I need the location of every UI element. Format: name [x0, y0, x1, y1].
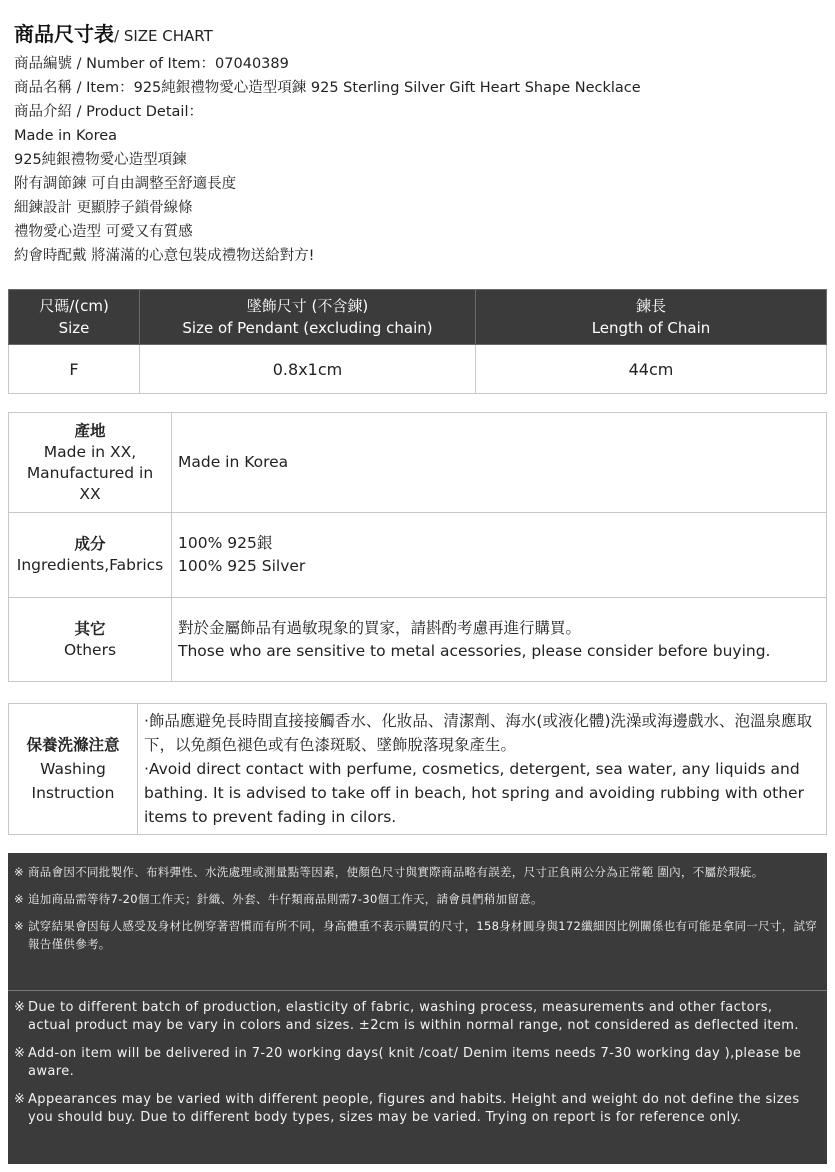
detail-line: 細鍊設計 更顯脖子鎖骨線條	[14, 200, 193, 216]
value-washing	[138, 704, 827, 835]
note-marker: ※	[14, 1046, 26, 1061]
washing-text-zh: ‧飾品應避免長時間直接接觸香水、化妝品、清潔劑、海水(或液化體)洗澡或海邊戲水、泡溫泉應取下，以免顏色褪色或有色漆斑駁、墜飾脫落現象產生。	[144, 712, 813, 754]
cell-chain: 44cm	[476, 345, 827, 394]
col-header-en: Size of Pendant (excluding chain)	[182, 319, 433, 337]
note-item	[14, 890, 819, 908]
note-item	[14, 863, 819, 881]
value-zh: 100% 925銀	[178, 534, 273, 552]
col-header-chain	[476, 290, 827, 345]
row-ingredients	[9, 513, 827, 598]
cell-size: F	[9, 345, 140, 394]
detail-line: Made in Korea	[14, 128, 118, 144]
value-ingredients	[172, 513, 827, 598]
table-row	[9, 345, 827, 394]
col-header-size	[9, 290, 140, 345]
value-others	[172, 598, 827, 682]
row-washing	[9, 704, 827, 835]
page-title	[14, 18, 213, 47]
value-zh: 對於金屬飾品有過敏現象的買家，請斟酌考慮再進行購買。	[178, 618, 582, 637]
note-text: 追加商品需等待7-20個工作天；針織、外套、牛仔類商品則需7-30個工作天，請會員們稍加留意。	[28, 892, 543, 906]
note-item	[14, 999, 819, 1035]
notes-box	[8, 853, 827, 1164]
cell-pendant: 0.8x1cm	[140, 345, 476, 394]
notes-zh	[14, 863, 819, 962]
label-zh: 保養洗滌注意	[26, 736, 120, 754]
note-marker: ※	[14, 1092, 26, 1107]
note-item	[14, 1091, 819, 1127]
detail-line: 925純銀禮物愛心造型項鍊	[14, 152, 187, 168]
label-en: Others	[63, 640, 117, 659]
label-ingredients	[9, 513, 172, 598]
title-en: / SIZE CHART	[114, 27, 213, 45]
label-others	[9, 598, 172, 682]
note-marker: ※	[14, 919, 24, 933]
note-text: 商品會因不同批製作、布料彈性、水洗處理或測量點等因素，使顏色尺寸與實際商品略有誤差，尺寸正負兩公分為正常範 圍內，不屬於瑕疵。	[28, 865, 764, 879]
label-zh: 成分	[74, 535, 106, 553]
label-origin	[9, 413, 172, 513]
col-header-zh: 鍊長	[635, 297, 666, 315]
size-table-header	[9, 290, 827, 345]
label-zh: 其它	[74, 619, 106, 638]
product-info	[14, 52, 641, 268]
col-header-en: Size	[58, 319, 90, 337]
note-item	[14, 1045, 819, 1081]
size-table	[8, 289, 827, 394]
note-text: 試穿結果會因每人感受及身材比例穿著習慣而有所不同，身高體重不表示購買的尺寸，158身材圓身與172纖細因比例關係也有可能是拿同一尺寸，試穿報告僅供參考。	[28, 919, 818, 951]
washing-text-en: ‧Avoid direct contact with perfume, cosmetics, detergent, sea water, any liquids and bathing. It is advised to take off in beach, hot spring and avoiding rubbing with other items to prevent fading in cilors.	[144, 760, 804, 826]
label-en: Washing Instruction	[31, 760, 115, 802]
notes-en	[14, 999, 819, 1137]
product-attributes-table	[8, 412, 827, 682]
col-header-zh: 墜飾尺寸 (不含鍊)	[246, 297, 369, 315]
item-number: 商品編號 / Number of Item：07040389	[14, 56, 289, 72]
col-header-pendant	[140, 290, 476, 345]
col-header-en: Length of Chain	[591, 319, 711, 337]
label-zh: 產地	[74, 421, 106, 440]
detail-line: 附有調節鍊 可自由調整至舒適長度	[14, 176, 237, 192]
row-others	[9, 598, 827, 682]
detail-line: 約會時配戴 將滿滿的心意包裝成禮物送給對方!	[14, 248, 315, 264]
note-marker: ※	[14, 1000, 26, 1015]
note-text: Appearances may be varied with different people, figures and habits. Height and weight do not define the sizes you should buy. Due to different body types, sizes may be varied. Trying on report is for reference only.	[28, 1092, 800, 1125]
title-zh: 商品尺寸表	[14, 22, 114, 46]
label-washing	[9, 704, 138, 835]
detail-label: 商品介紹 / Product Detail：	[14, 104, 203, 120]
label-en: Made in XX, Manufactured in XX	[26, 442, 154, 503]
washing-table	[8, 703, 827, 835]
notes-divider	[8, 990, 827, 991]
note-text: Add-on item will be delivered in 7-20 working days( knit /coat/ Denim items needs 7-30 working day ),please be aware.	[28, 1046, 802, 1079]
detail-line: 禮物愛心造型 可愛又有質感	[14, 224, 193, 240]
row-origin	[9, 413, 827, 513]
col-header-zh: 尺碼/(cm)	[39, 297, 109, 315]
note-marker: ※	[14, 865, 24, 879]
value-en: Those who are sensitive to metal acessories, please consider before buying.	[178, 641, 771, 660]
value-en: 100% 925 Silver	[178, 557, 306, 575]
item-name: 商品名稱 / Item：925純銀禮物愛心造型項鍊 925 Sterling Silver Gift Heart Shape Necklace	[14, 80, 641, 96]
note-marker: ※	[14, 892, 24, 906]
value-origin: Made in Korea	[172, 413, 827, 513]
label-en: Ingredients,Fabrics	[16, 556, 164, 574]
note-text: Due to different batch of production, elasticity of fabric, washing process, measurements and other factors, actual product may be vary in colors and sizes. ±2cm is within normal range, not considered as deflected item.	[28, 1000, 799, 1033]
note-item	[14, 917, 819, 953]
